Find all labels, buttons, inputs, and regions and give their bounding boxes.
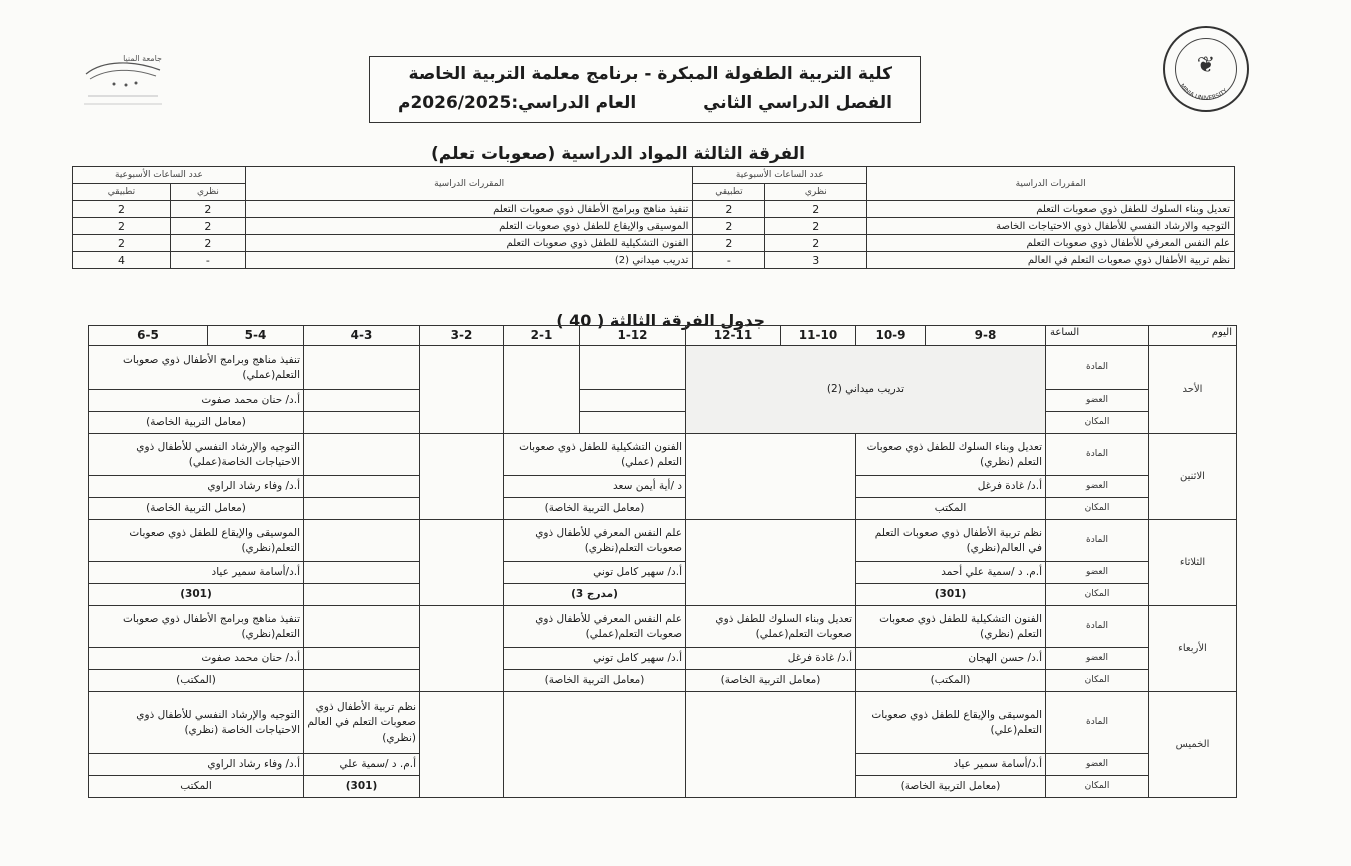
course-practical: 2 <box>73 201 171 218</box>
tuesday-subject-c: الموسيقى والإيقاع للطفل ذوي صعوبات التعلم(نظري) <box>89 520 304 562</box>
svg-text:MINIA UNIVERSITY: MINIA UNIVERSITY <box>1178 82 1229 103</box>
course-name: الفنون التشكيلية للطفل ذوي صعوبات التعلم <box>245 235 693 252</box>
empty-cell <box>420 346 504 434</box>
empty-cell <box>304 648 420 670</box>
label-place: المكان <box>1046 776 1149 798</box>
header-title: كلية التربية الطفولة المبكرة - برنامج معلمة التربية الخاصة <box>408 64 892 84</box>
tuesday-subject-a: نظم تربية الأطفال ذوي صعوبات التعلم في العالم(نظري) <box>856 520 1046 562</box>
empty-cell <box>304 606 420 648</box>
empty-cell <box>304 562 420 584</box>
label-member: العضو <box>1046 754 1149 776</box>
monday-subject-b: الفنون التشكيلية للطفل ذوي صعوبات التعلم (عملي) <box>504 434 686 476</box>
schedule-table <box>88 325 1237 798</box>
wednesday-subject-c: علم النفس المعرفي للأطفال ذوي صعوبات التعلم(عملي) <box>504 606 686 648</box>
sunday-training: تدريب ميداني (2) <box>686 346 1046 434</box>
course-theory: 2 <box>170 201 245 218</box>
sunday-place: (معامل التربية الخاصة) <box>89 412 304 434</box>
time-slot: 6-5 <box>89 326 208 346</box>
day-thursday: الخميس <box>1149 692 1237 798</box>
practical-header: تطبيقي <box>73 184 171 201</box>
monday-place-a: المكتب <box>856 498 1046 520</box>
empty-cell <box>420 692 504 798</box>
course-practical: 2 <box>693 235 765 252</box>
theory-header: نظري <box>170 184 245 201</box>
time-slot: 1-12 <box>580 326 686 346</box>
courses-title: الفرقة الثالثة المواد الدراسية (صعوبات تعلم) <box>431 144 805 164</box>
hours-header: عدد الساعات الأسبوعية <box>73 167 246 184</box>
empty-cell <box>304 412 420 434</box>
label-subject: المادة <box>1046 434 1149 476</box>
day-monday: الاثنين <box>1149 434 1237 520</box>
empty-cell <box>304 670 420 692</box>
theory-header: نظري <box>765 184 867 201</box>
time-slot: 2-1 <box>504 326 580 346</box>
corner-cell <box>1046 326 1149 346</box>
label-member: العضو <box>1046 390 1149 412</box>
empty-cell <box>580 412 686 434</box>
monday-place-c: (معامل التربية الخاصة) <box>89 498 304 520</box>
thursday-place-a: (معامل التربية الخاصة) <box>856 776 1046 798</box>
empty-cell <box>580 390 686 412</box>
monday-place-b: (معامل التربية الخاصة) <box>504 498 686 520</box>
wednesday-subject-a: الفنون التشكيلية للطفل ذوي صعوبات التعلم (نظري) <box>856 606 1046 648</box>
corner-time: الساعة <box>1050 327 1080 338</box>
wednesday-place-c: (معامل التربية الخاصة) <box>504 670 686 692</box>
monday-member-b: د /أية أيمن سعد <box>504 476 686 498</box>
faculty-logo <box>78 52 168 112</box>
corner-day: اليوم <box>1211 327 1232 338</box>
course-theory: 2 <box>170 218 245 235</box>
tuesday-member-b: أ.د/ سهير كامل توني <box>504 562 686 584</box>
course-name: تدريب ميداني (2) <box>245 252 693 269</box>
label-place: المكان <box>1046 670 1149 692</box>
label-subject: المادة <box>1046 606 1149 648</box>
sunday-member: أ.د/ حنان محمد صفوت <box>89 390 304 412</box>
monday-subject-a: تعديل وبناء السلوك للطفل ذوي صعوبات التعلم (نظري) <box>856 434 1046 476</box>
empty-cell <box>304 584 420 606</box>
empty-cell <box>420 434 504 520</box>
empty-cell <box>420 606 504 692</box>
course-practical: 2 <box>73 218 171 235</box>
course-theory: 2 <box>765 201 867 218</box>
empty-cell <box>304 476 420 498</box>
day-wednesday: الأربعاء <box>1149 606 1237 692</box>
day-tuesday: الثلاثاء <box>1149 520 1237 606</box>
document-header <box>369 56 921 123</box>
sunday-subject: تنفيذ مناهج وبرامج الأطفال ذوي صعوبات التعلم(عملي) <box>89 346 304 390</box>
empty-cell <box>304 434 420 476</box>
course-practical: 2 <box>73 235 171 252</box>
hours-header: عدد الساعات الأسبوعية <box>693 167 867 184</box>
empty-cell <box>304 390 420 412</box>
course-name: علم النفس المعرفي للأطفال ذوي صعوبات التعلم <box>867 235 1235 252</box>
wednesday-place-b: (معامل التربية الخاصة) <box>686 670 856 692</box>
time-slot: 3-2 <box>420 326 504 346</box>
empty-cell <box>686 520 856 606</box>
wednesday-subject-b: تعديل وبناء السلوك للطفل ذوي صعوبات التعلم(عملي) <box>686 606 856 648</box>
tuesday-place-b: (مدرج 3) <box>504 584 686 606</box>
thursday-subject-a: الموسيقى والإيقاع للطفل ذوي صعوبات التعلم(علي) <box>856 692 1046 754</box>
courses-header: المقررات الدراسية <box>245 167 693 201</box>
course-theory: 3 <box>765 252 867 269</box>
label-member: العضو <box>1046 476 1149 498</box>
time-slot: 10-9 <box>856 326 926 346</box>
time-slot: 9-8 <box>926 326 1046 346</box>
course-name: التوجيه والارشاد النفسي للأطفال ذوي الاحتياجات الخاصة <box>867 218 1235 235</box>
wednesday-member-d: أ.د/ حنان محمد صفوت <box>89 648 304 670</box>
course-name: الموسيقى والإيقاع للطفل ذوي صعوبات التعلم <box>245 218 693 235</box>
table-row <box>73 252 1235 269</box>
course-practical: 2 <box>693 201 765 218</box>
faculty-logo-text: جامعة المنيا <box>123 54 162 63</box>
empty-cell <box>504 692 686 798</box>
course-theory: 2 <box>170 235 245 252</box>
university-logo <box>1163 26 1249 112</box>
label-place: المكان <box>1046 498 1149 520</box>
thursday-subject-b: نظم تربية الأطفال ذوي صعوبات التعلم في العالم (نظري) <box>304 692 420 754</box>
tuesday-place-a: (301) <box>856 584 1046 606</box>
table-row <box>73 201 1235 218</box>
monday-member-a: أ.د/ غادة فرغل <box>856 476 1046 498</box>
label-subject: المادة <box>1046 520 1149 562</box>
course-name: نظم تربية الأطفال ذوي صعوبات التعلم في العالم <box>867 252 1235 269</box>
thursday-member-b: أ.م. د /سمية علي <box>304 754 420 776</box>
thursday-place-b: (301) <box>304 776 420 798</box>
course-theory: 2 <box>765 235 867 252</box>
empty-cell <box>304 498 420 520</box>
course-practical: - <box>693 252 765 269</box>
table-row <box>73 218 1235 235</box>
time-slot: 5-4 <box>208 326 304 346</box>
label-member: العضو <box>1046 562 1149 584</box>
course-theory: - <box>170 252 245 269</box>
monday-subject-c: التوجيه والإرشاد النفسي للأطفال ذوي الاحتياجات الخاصة(عملي) <box>89 434 304 476</box>
thursday-member-c: أ.د/ وفاء رشاد الراوي <box>89 754 304 776</box>
corner-cell <box>1149 326 1237 346</box>
logo-ring-icon <box>1163 26 1249 112</box>
wednesday-subject-d: تنفيذ مناهج وبرامج الأطفال ذوي صعوبات التعلم(نظري) <box>89 606 304 648</box>
time-slot: 4-3 <box>304 326 420 346</box>
practical-header: تطبيقي <box>693 184 765 201</box>
tuesday-member-c: أ.د/أسامة سمير عياد <box>89 562 304 584</box>
day-sunday: الأحد <box>1149 346 1237 434</box>
wednesday-member-a: أ.د/ حسن الهجان <box>856 648 1046 670</box>
empty-cell <box>304 520 420 562</box>
courses-table <box>72 166 1235 269</box>
wednesday-place-a: (المكتب) <box>856 670 1046 692</box>
table-row <box>73 235 1235 252</box>
course-theory: 2 <box>765 218 867 235</box>
tuesday-member-a: أ.م. د /سمية علي أحمد <box>856 562 1046 584</box>
thursday-subject-c: التوجيه والإرشاد النفسي للأطفال ذوي الاحتياجات الخاصة (نظري) <box>89 692 304 754</box>
wednesday-place-d: (المكتب) <box>89 670 304 692</box>
time-slot: 11-10 <box>781 326 856 346</box>
course-practical: 4 <box>73 252 171 269</box>
thursday-member-a: أ.د/أسامة سمير عياد <box>856 754 1046 776</box>
empty-cell <box>686 692 856 798</box>
schedule-title: جدول الفرقة الثالثة ( 40 ) <box>556 311 765 330</box>
time-slot: 12-11 <box>686 326 781 346</box>
course-practical: 2 <box>693 218 765 235</box>
tuesday-subject-b: علم النفس المعرفي للأطفال ذوي صعوبات التعلم(نظري) <box>504 520 686 562</box>
label-subject: المادة <box>1046 692 1149 754</box>
course-name: تنفيذ مناهج وبرامج الأطفال ذوي صعوبات التعلم <box>245 201 693 218</box>
thursday-place-c: المكتب <box>89 776 304 798</box>
wednesday-member-b: أ.د/ غادة فرغل <box>686 648 856 670</box>
label-place: المكان <box>1046 584 1149 606</box>
label-member: العضو <box>1046 648 1149 670</box>
empty-cell <box>686 434 856 520</box>
label-place: المكان <box>1046 412 1149 434</box>
label-subject: المادة <box>1046 346 1149 390</box>
course-name: تعديل وبناء السلوك للطفل ذوي صعوبات التعلم <box>867 201 1235 218</box>
wednesday-member-c: أ.د/ سهير كامل توني <box>504 648 686 670</box>
courses-header: المقررات الدراسية <box>867 167 1235 201</box>
empty-cell <box>580 346 686 390</box>
empty-cell <box>504 346 580 434</box>
book-icon: ❦ <box>1196 53 1216 78</box>
header-year: العام الدراسي:2026/2025م <box>398 93 637 113</box>
tuesday-place-c: (301) <box>89 584 304 606</box>
monday-member-c: أ.د/ وفاء رشاد الراوي <box>89 476 304 498</box>
empty-cell <box>304 346 420 390</box>
header-semester: الفصل الدراسي الثاني <box>703 93 892 113</box>
empty-cell <box>420 520 504 606</box>
